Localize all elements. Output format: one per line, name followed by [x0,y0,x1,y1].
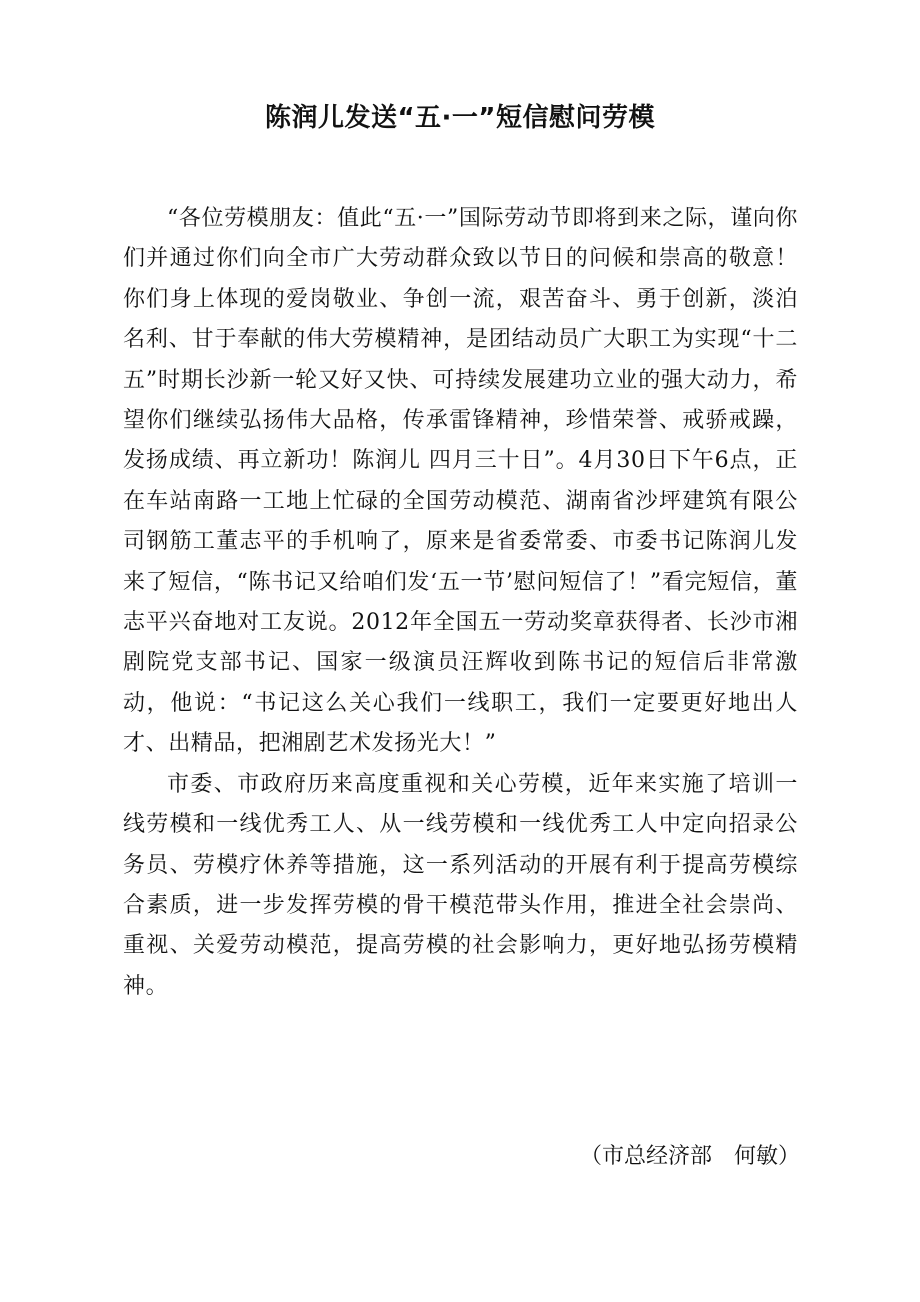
document-body [123,199,798,1007]
body-paragraph-2: 市委、市政府历来高度重视和关心劳模，近年来实施了培训一线劳模和一线优秀工人、从一线劳模和一线优秀工人中定向招录公务员、劳模疗休养等措施，这一系列活动的开展有利于提高劳模综合素质，进一步发挥劳模的骨干模范带头作用，推进全社会崇尚、重视、关爱劳动模范，提高劳模的社会影响力，更好地弘扬劳模精神。 [123,771,798,999]
body-paragraph-1: “各位劳模朋友：值此“五·一”国际劳动节即将到来之际，谨向你们并通过你们向全市广大劳动群众致以节日的问候和崇高的敬意！你们身上体现的爱岗敬业、争创一流，艰苦奋斗、勇于创新，淡泊名利、甘于奉献的伟大劳模精神，是团结动员广大职工为实现“十二五”时期长沙新一轮又好又快、可持续发展建功立业的强大动力，希望你们继续弘扬伟大品格，传承雷锋精神，珍惜荣誉、戒骄戒躁，发扬成绩、再立新功！陈润儿 四月三十日”。4月30日下午6点，正在车站南路一工地上忙碌的全国劳动模范、湖南省沙坪建筑有限公司钢筋工董志平的手机响了，原来是省委常委、市委书记陈润儿发来了短信，“陈书记又给咱们发‘五一节’慰问短信了！”看完短信，董志平兴奋地对工友说。2012年全国五一劳动奖章获得者、长沙市湘剧院党支部书记、国家一级演员汪辉收到陈书记的短信后非常激动，他说：“书记这么关心我们一线职工，我们一定要更好地出人才、出精品，把湘剧艺术发扬光大！” [123,206,798,757]
document-title: 陈润儿发送“五·一”短信慰问劳模 [264,103,656,133]
author-byline: （市总经济部 何敏） [579,1144,800,1169]
